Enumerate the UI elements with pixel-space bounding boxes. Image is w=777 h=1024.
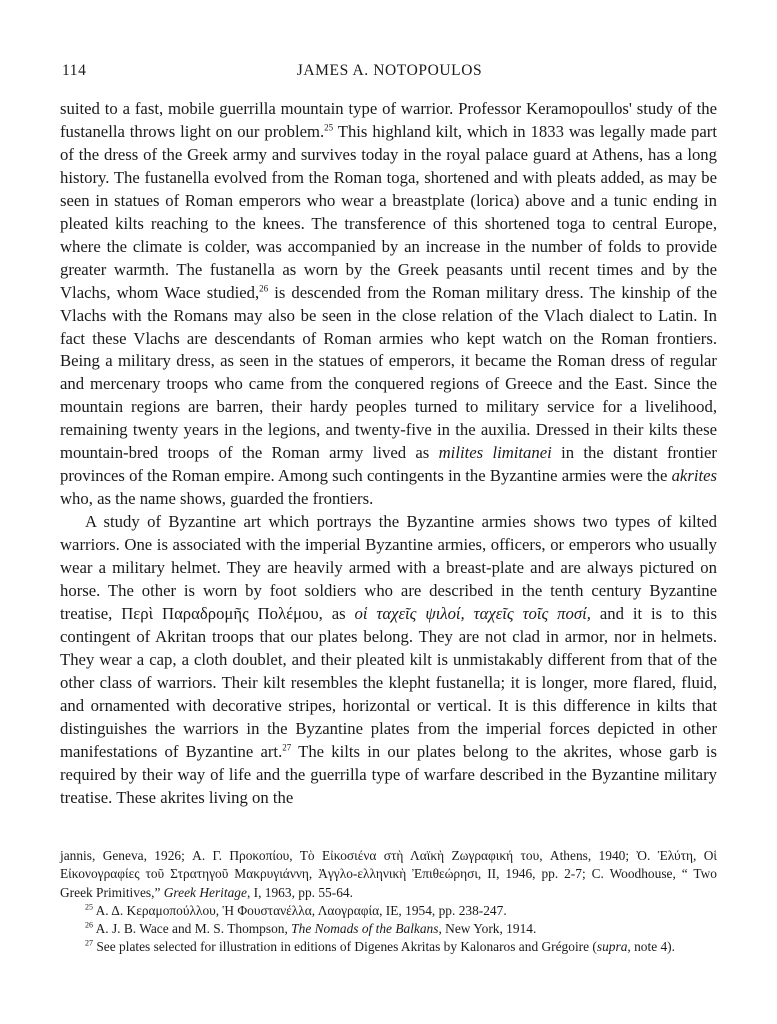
text-run: The kilts in our plates belong to the akrites, whose garb is required by their way of life and the guerrilla type of warfare described in the Byzantine military treatise. These akrites living on the	[60, 741, 717, 807]
text-run: , New York, 1914.	[438, 921, 537, 937]
text-run: who, as the name shows, guarded the frontiers.	[60, 489, 374, 509]
page-header	[62, 62, 717, 84]
italic-term: akrites	[671, 466, 717, 486]
text-run: Α. Δ. Κεραμοπούλλου, Ἡ Φουστανέλλα, Λαογραφία, ΙΕ, 1954, pp. 238-247.	[93, 902, 507, 918]
text-run: in the distant frontier provinces of the Roman empire. Among such contingents in the Byzantine armies were the	[60, 443, 717, 486]
text-run: This highland kilt, which in 1833 was legally made part of the dress of the Greek army and survives today in the royal palace guard at Athens, has a long history. The fustanella evolved from the Roman toga, shortened and with pleats added, as may be seen in statues of Roman emperors who wear a breastplate (lorica) above and a tunic ending in pleated kilts reaching to the knees. The transference of this shortened toga to central Europe, where the climate is colder, was accompanied by an increase in the number of folds to provide greater warmth. The fustanella as worn by the Greek peasants until recent times and by the Vlachs, whom Wace studied,	[60, 121, 717, 302]
text-run: , note 4).	[627, 939, 675, 955]
paragraph-1	[60, 98, 717, 511]
text-run: jannis, Geneva, 1926; Α. Γ. Προκοπίου, Τὸ Εἰκοσιένα στὴ Λαϊκὴ Ζωγραφική του, Athens, 1940; Ὀ. Ἐλύτη, Οἱ Εἰκονογραφίες τοῦ Στρατηγοῦ Μακρυγιάννη, Ἀγγλο-ελληνικὴ Ἐπιθεώρησι, II, 1946, pp. 2-7; C. Woodhouse, “ Two Greek Primitives,”	[60, 848, 717, 900]
footnote-continuation	[60, 847, 717, 902]
text-run: See plates selected for illustration in editions of Digenes Akritas by Kalonaros and Grégoire (	[93, 939, 597, 955]
italic-term: supra	[596, 939, 628, 955]
text-run: A study of Byzantine art which portrays the Byzantine armies shows two types of kilted warriors. One is associated with the imperial Byzantine armies, officers, or emperors who usually wear a military helmet. They are heavily armed with a breast-plate and are always pictured on horse. The other is worn by foot soldiers who are described in the tenth century Byzantine treatise, Περὶ Παραδρομῆς Πολέμου, as	[60, 512, 717, 623]
italic-greek-phrase: οἱ ταχεῖς ψιλοί, ταχεῖς τοῖς ποσί,	[354, 603, 591, 623]
footnote-25	[60, 902, 717, 920]
footnote-number: 26	[85, 920, 93, 930]
text-run: is descended from the Roman military dress. The kinship of the Vlachs with the Romans may also be seen in the close relation of the Vlach dialect to Latin. In fact these Vlachs are descendants of Roman armies who kept watch on the Roman frontiers. Being a military dress, as seen in the statues of emperors, it became the Roman dress of regular and mercenary troops who came from the conquered regions of Greece and the East. Since the mountain regions are barren, their hardy peoples turned to military service for a livelihood, remaining twenty years in the legions, and twenty-five in the auxilia. Dressed in their kilts these mountain-bred troops of the Roman army lived as	[60, 282, 717, 463]
footnote-ref-27: 27	[282, 742, 292, 753]
text-run: A. J. B. Wace and M. S. Thompson,	[93, 921, 292, 937]
footnote-number: 27	[85, 939, 93, 949]
italic-term: milites limitanei	[438, 443, 552, 463]
italic-title: The Nomads of the Balkans	[291, 921, 439, 937]
footnote-ref-26: 26	[259, 283, 269, 294]
italic-title: Greek Heritage	[163, 884, 247, 900]
footnotes	[60, 847, 717, 957]
text-run: , I, 1963, pp. 55-64.	[246, 884, 353, 900]
footnote-ref-25: 25	[324, 122, 334, 133]
body-text	[60, 98, 717, 810]
paragraph-2	[60, 511, 717, 809]
footnote-26	[60, 920, 717, 938]
text-run: and it is to this contingent of Akritan troops that our plates belong. They are not clad in armor, nor in helmets. They wear a cap, a cloth doublet, and their pleated kilt is unmistakably different from that of the other class of warriors. Their kilt resembles the klepht fustanella; it is longer, more flared, fluid, and ornamented with decorative stripes, horizontal or vertical. It is this difference in kilts that distinguishes the warriors in the Byzantine plates from the imperial forces depicted in other manifestations of Byzantine art.	[60, 603, 717, 761]
running-title: JAMES A. NOTOPOULOS	[296, 62, 483, 79]
page-number: 114	[62, 62, 87, 79]
text-run: suited to a fast, mobile guerrilla mountain type of warrior. Professor Keramopoullos' study of the fustanella throws light on our problem.	[60, 99, 717, 141]
footnote-number: 25	[85, 902, 93, 912]
footnote-27	[60, 938, 717, 956]
